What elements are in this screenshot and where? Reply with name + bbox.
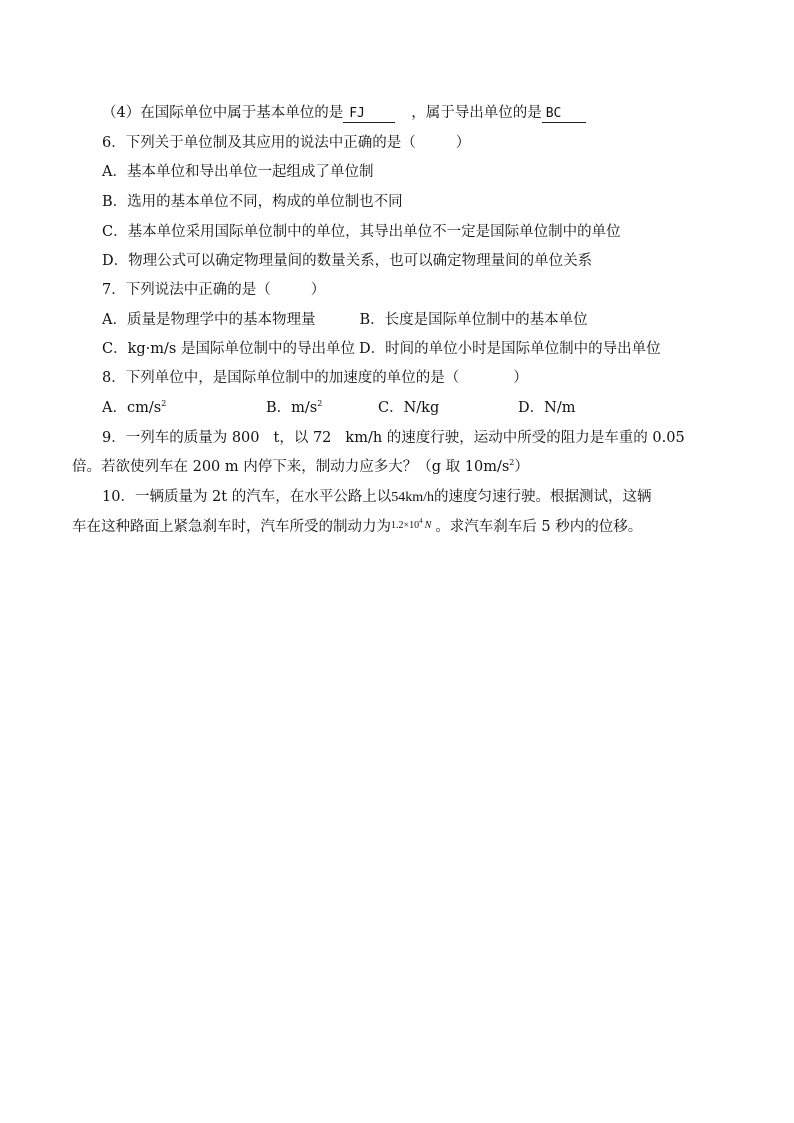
answer-blank-derived-units: BC: [542, 105, 586, 123]
question-8-stem: 8．下列单位中，是国际单位制中的加速度的单位的是（ ）: [102, 370, 528, 386]
question-7-option-d: D．时间的单位小时是国际单位制中的导出单位: [358, 341, 661, 357]
question-8-option-a: A．$cm/s^2$: [102, 399, 167, 416]
question-9-line-2: 倍。若欲使列车在 200 m 内停下来，制动力应多大？（g 取 $10m/s^2$）: [72, 458, 529, 475]
question-8-option-c: C．N/kg: [378, 400, 440, 416]
question-7-options-cd: [102, 339, 661, 359]
question-6-option-d: D．物理公式可以确定物理量间的数量关系，也可以确定物理量间的单位关系: [102, 253, 593, 269]
question-7-option-c: C．kg·m/s 是国际单位制中的导出单位: [102, 341, 355, 357]
question-7-stem: 7．下列说法中正确的是（ ）: [102, 282, 326, 298]
question-10-line-1: 10．一辆质量为 2t 的汽车，在水平公路上以54km/h的速度匀速行驶。根据测试，这辆: [102, 489, 652, 505]
question-6-option-c: C．基本单位采用国际单位制中的单位，其导出单位不一定是国际单位制中的单位: [102, 224, 621, 240]
question-7-option-a: A．质量是物理学中的基本物理量: [102, 312, 316, 328]
question-10-line-2: 车在这种路面上紧急刹车时，汽车所受的制动力为$^{1.2\times 10^4 N}$ 。求汽车刹车后 5 秒内的位移。: [72, 517, 643, 535]
question-7-option-b: B．长度是国际单位制中的基本单位: [359, 312, 588, 328]
question-9-line-1: 9．一列车的质量为 800 t，以 72 km/h 的速度行驶，运动中所受的阻力是车重的 0.05: [102, 430, 685, 446]
question-8-option-b: B．$m/s^2$: [266, 399, 323, 416]
question-6-option-a: A．基本单位和导出单位一起组成了单位制: [102, 164, 374, 180]
question-5-part-4: [102, 103, 586, 123]
question-8-option-d: D．N/m: [518, 400, 576, 416]
question-6-stem: 6．下列关于单位制及其应用的说法中正确的是（ ）: [102, 135, 471, 151]
q5-prefix: （4）在国际单位中属于基本单位的是: [102, 105, 344, 121]
braking-force-formula: 1.2×104 N: [391, 517, 432, 531]
q5-middle: ，属于导出单位的是: [411, 105, 542, 121]
answer-blank-basic-units: FJ: [343, 105, 395, 123]
question-6-option-b: B．选用的基本单位不同，构成的单位制也不同: [102, 194, 403, 210]
question-7-options-ab: [102, 310, 588, 330]
